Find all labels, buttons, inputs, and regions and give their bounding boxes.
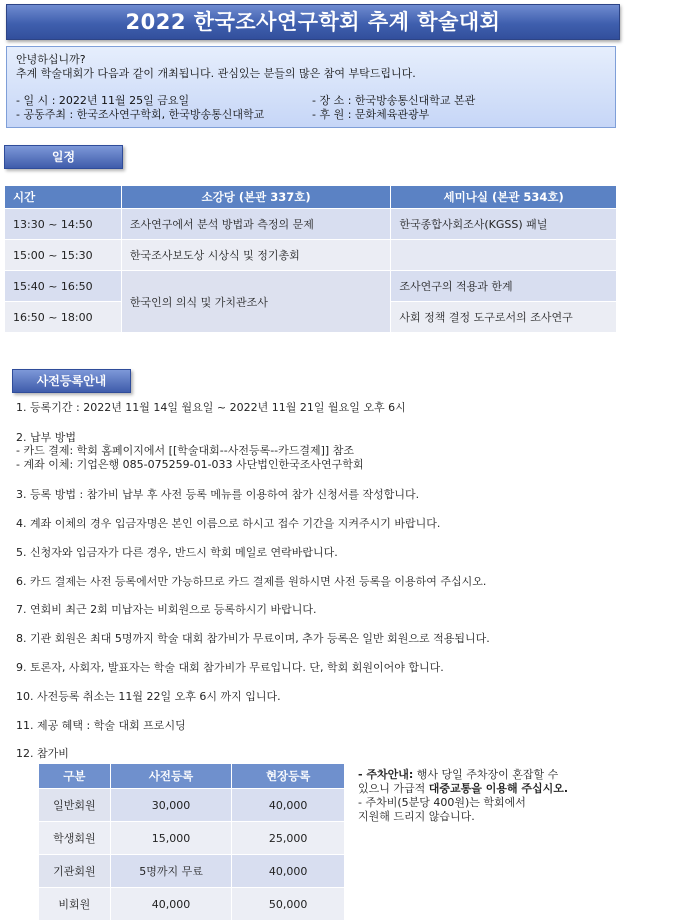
pre-fee: 5명까지 무료 bbox=[110, 855, 232, 888]
list-item: 3. 등록 방법 : 참가비 납부 후 사전 등록 메뉴를 이용하여 참가 신청서를 작성합니다. bbox=[16, 488, 420, 501]
intro-box bbox=[6, 46, 616, 128]
member-type: 기관회원 bbox=[39, 855, 111, 888]
list-item: 2. 납부 방법 bbox=[16, 431, 76, 444]
hall-session: 한국조사보도상 시상식 및 정기총회 bbox=[121, 240, 390, 271]
onsite-fee: 25,000 bbox=[232, 822, 345, 855]
member-type: 비회원 bbox=[39, 888, 111, 921]
parking-fee-text: - 주차비(5분당 400원)는 학회에서 bbox=[358, 796, 526, 809]
event-venue: - 장 소 : 한국방송통신대학교 본관 bbox=[312, 94, 476, 107]
table-row bbox=[39, 855, 345, 888]
parking-text: 행사 당일 주차장이 혼잡할 수 bbox=[413, 768, 559, 781]
schedule-header: 시간 bbox=[5, 186, 122, 209]
table-row bbox=[5, 209, 617, 240]
schedule-header: 소강당 (본관 337호) bbox=[121, 186, 390, 209]
intro-text: 추계 학술대회가 다음과 같이 개최됩니다. 관심있는 분들의 많은 참여 부탁드립니다. bbox=[16, 67, 416, 80]
fee-header-row bbox=[39, 764, 345, 789]
schedule-table bbox=[4, 185, 617, 333]
fee-table bbox=[38, 763, 345, 921]
parking-fee-text: 지원해 드리지 않습니다. bbox=[358, 810, 475, 823]
list-item: 5. 신청자와 입금자가 다른 경우, 반드시 학회 메일로 연락바랍니다. bbox=[16, 546, 338, 559]
table-row bbox=[5, 240, 617, 271]
session-time: 16:50 ~ 18:00 bbox=[5, 302, 122, 333]
pre-fee: 15,000 bbox=[110, 822, 232, 855]
onsite-fee: 40,000 bbox=[232, 789, 345, 822]
pre-fee: 40,000 bbox=[110, 888, 232, 921]
list-item: 10. 사전등록 취소는 11월 22일 오후 6시 까지 입니다. bbox=[16, 690, 281, 703]
member-type: 학생회원 bbox=[39, 822, 111, 855]
onsite-fee: 50,000 bbox=[232, 888, 345, 921]
session-time: 15:40 ~ 16:50 bbox=[5, 271, 122, 302]
session-time: 13:30 ~ 14:50 bbox=[5, 209, 122, 240]
schedule-header-row bbox=[5, 186, 617, 209]
schedule-tag: 일정 bbox=[4, 145, 123, 169]
seminar-session bbox=[391, 240, 617, 271]
table-row bbox=[39, 822, 345, 855]
seminar-session: 조사연구의 적용과 한계 bbox=[391, 271, 617, 302]
event-info bbox=[16, 94, 606, 124]
seminar-session: 사회 정책 결정 도구로서의 조사연구 bbox=[391, 302, 617, 333]
list-item: - 카드 결제: 학회 홈페이지에서 [[학술대회--사전등록--카드결제]] 참조 bbox=[16, 444, 354, 457]
member-type: 일반회원 bbox=[39, 789, 111, 822]
hall-session: 조사연구에서 분석 방법과 측정의 문제 bbox=[121, 209, 390, 240]
event-host: - 공동주최 : 한국조사연구학회, 한국방송통신대학교 bbox=[16, 108, 265, 121]
fee-header: 사전등록 bbox=[110, 764, 232, 789]
table-row bbox=[5, 271, 617, 302]
greeting: 안녕하십니까? bbox=[16, 53, 86, 66]
fee-header: 구분 bbox=[39, 764, 111, 789]
parking-label: - 주차안내: bbox=[358, 768, 414, 781]
event-sponsor: - 후 원 : 문화체육관광부 bbox=[312, 108, 430, 121]
registration-tag: 사전등록안내 bbox=[12, 369, 131, 393]
schedule-header: 세미나실 (본관 534호) bbox=[391, 186, 617, 209]
list-item: 9. 토론자, 사회자, 발표자는 학술 대회 참가비가 무료입니다. 단, 학회 회원이어야 합니다. bbox=[16, 661, 444, 674]
pre-fee: 30,000 bbox=[110, 789, 232, 822]
fee-header: 현장등록 bbox=[232, 764, 345, 789]
page-title: 2022 한국조사연구학회 추계 학술대회 bbox=[6, 4, 620, 40]
list-item: 6. 카드 결제는 사전 등록에서만 가능하므로 카드 결제를 원하시면 사전 등록을 이용하여 주십시오. bbox=[16, 575, 487, 588]
list-item: 4. 계좌 이체의 경우 입금자명은 본인 이름으로 하시고 접수 기간을 지켜주시기 바랍니다. bbox=[16, 517, 441, 530]
session-time: 15:00 ~ 15:30 bbox=[5, 240, 122, 271]
event-date: - 일 시 : 2022년 11월 25일 금요일 bbox=[16, 94, 190, 107]
parking-emphasis: 대중교통을 이용해 주십시오. bbox=[428, 782, 569, 795]
list-item: - 계좌 이체: 기업은행 085-075259-01-033 사단법인한국조사연구학회 bbox=[16, 458, 364, 471]
parking-note bbox=[358, 768, 638, 824]
table-row bbox=[39, 789, 345, 822]
list-item: 7. 연회비 최근 2회 미납자는 비회원으로 등록하시기 바랍니다. bbox=[16, 603, 317, 616]
list-item: 8. 기관 회원은 최대 5명까지 학술 대회 참가비가 무료이며, 추가 등록은 일반 회원으로 적용됩니다. bbox=[16, 632, 490, 645]
list-item: 12. 참가비 bbox=[16, 747, 69, 760]
parking-text: 있으니 가급적 bbox=[358, 782, 429, 795]
list-item: 11. 제공 혜택 : 학술 대회 프로시딩 bbox=[16, 719, 186, 732]
seminar-session: 한국종합사회조사(KGSS) 패널 bbox=[391, 209, 617, 240]
onsite-fee: 40,000 bbox=[232, 855, 345, 888]
table-row bbox=[39, 888, 345, 921]
list-item: 1. 등록기간 : 2022년 11월 14일 월요일 ~ 2022년 11월 21일 월요일 오후 6시 bbox=[16, 401, 406, 414]
hall-session: 한국인의 의식 및 가치관조사 bbox=[121, 271, 390, 333]
